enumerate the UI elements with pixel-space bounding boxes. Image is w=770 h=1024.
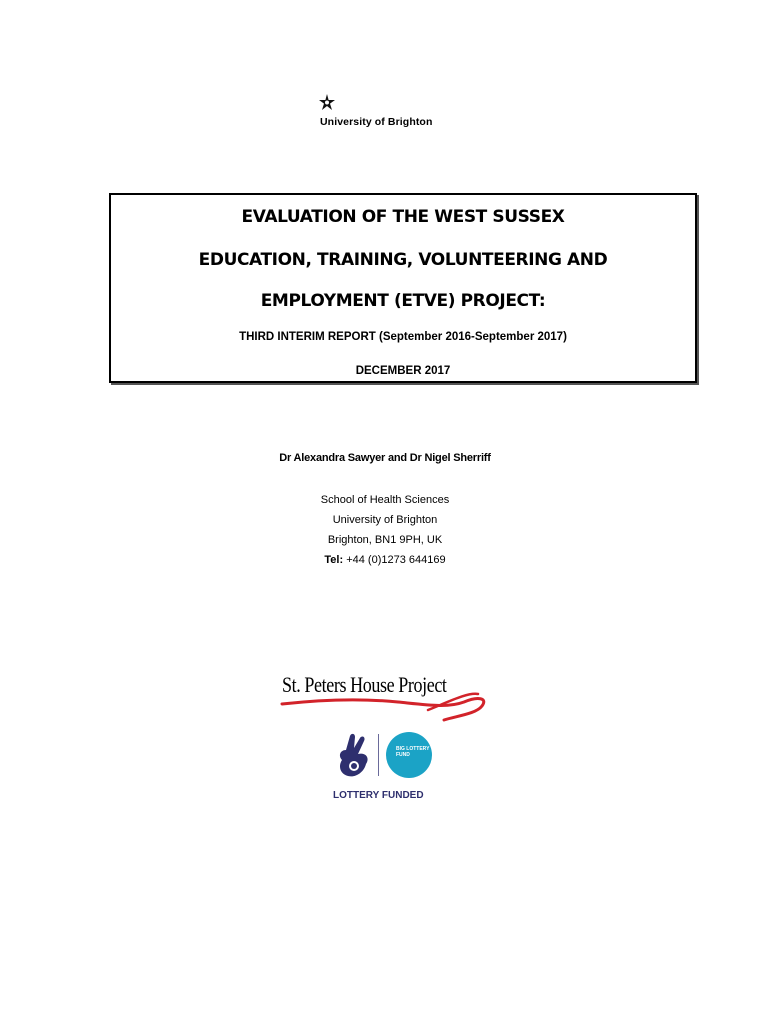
report-date: DECEMBER 2017 (355, 365, 451, 377)
lottery-funded-logo (330, 728, 440, 808)
report-title-line-2: EDUCATION, TRAINING, VOLUNTEERING AND (198, 250, 608, 270)
big-lottery-fund-badge (386, 732, 432, 778)
red-ribbon-icon (278, 688, 490, 724)
contact-address (0, 490, 770, 570)
school-name: School of Health Sciences (320, 494, 450, 506)
university-line: University of Brighton (332, 514, 438, 526)
st-peters-house-project-logo (278, 670, 490, 726)
crossed-fingers-icon (336, 732, 376, 780)
telephone-line (0, 550, 770, 570)
star-emblem-icon (318, 94, 336, 112)
report-title-box (109, 193, 697, 383)
report-subtitle: THIRD INTERIM REPORT (September 2016-September 2017) (239, 331, 567, 343)
st-peters-logo-text: St. Peters House Project (282, 672, 447, 697)
report-title-line-3: EMPLOYMENT (ETVE) PROJECT: (260, 291, 546, 311)
authors: Dr Alexandra Sawyer and Dr Nigel Sherriff (279, 452, 491, 464)
big-lottery-fund-text: BIG LOTTERY FUND (396, 746, 430, 758)
telephone-number: +44 (0)1273 644169 (343, 554, 446, 566)
lottery-funded-label: LOTTERY FUNDED (333, 790, 424, 801)
university-name: University of Brighton (320, 116, 433, 128)
university-logo (318, 94, 458, 130)
city-line: Brighton, BN1 9PH, UK (327, 534, 443, 546)
report-title-line-1: EVALUATION OF THE WEST SUSSEX (241, 207, 565, 227)
logo-divider (378, 734, 379, 776)
telephone-label: Tel: (324, 554, 344, 566)
